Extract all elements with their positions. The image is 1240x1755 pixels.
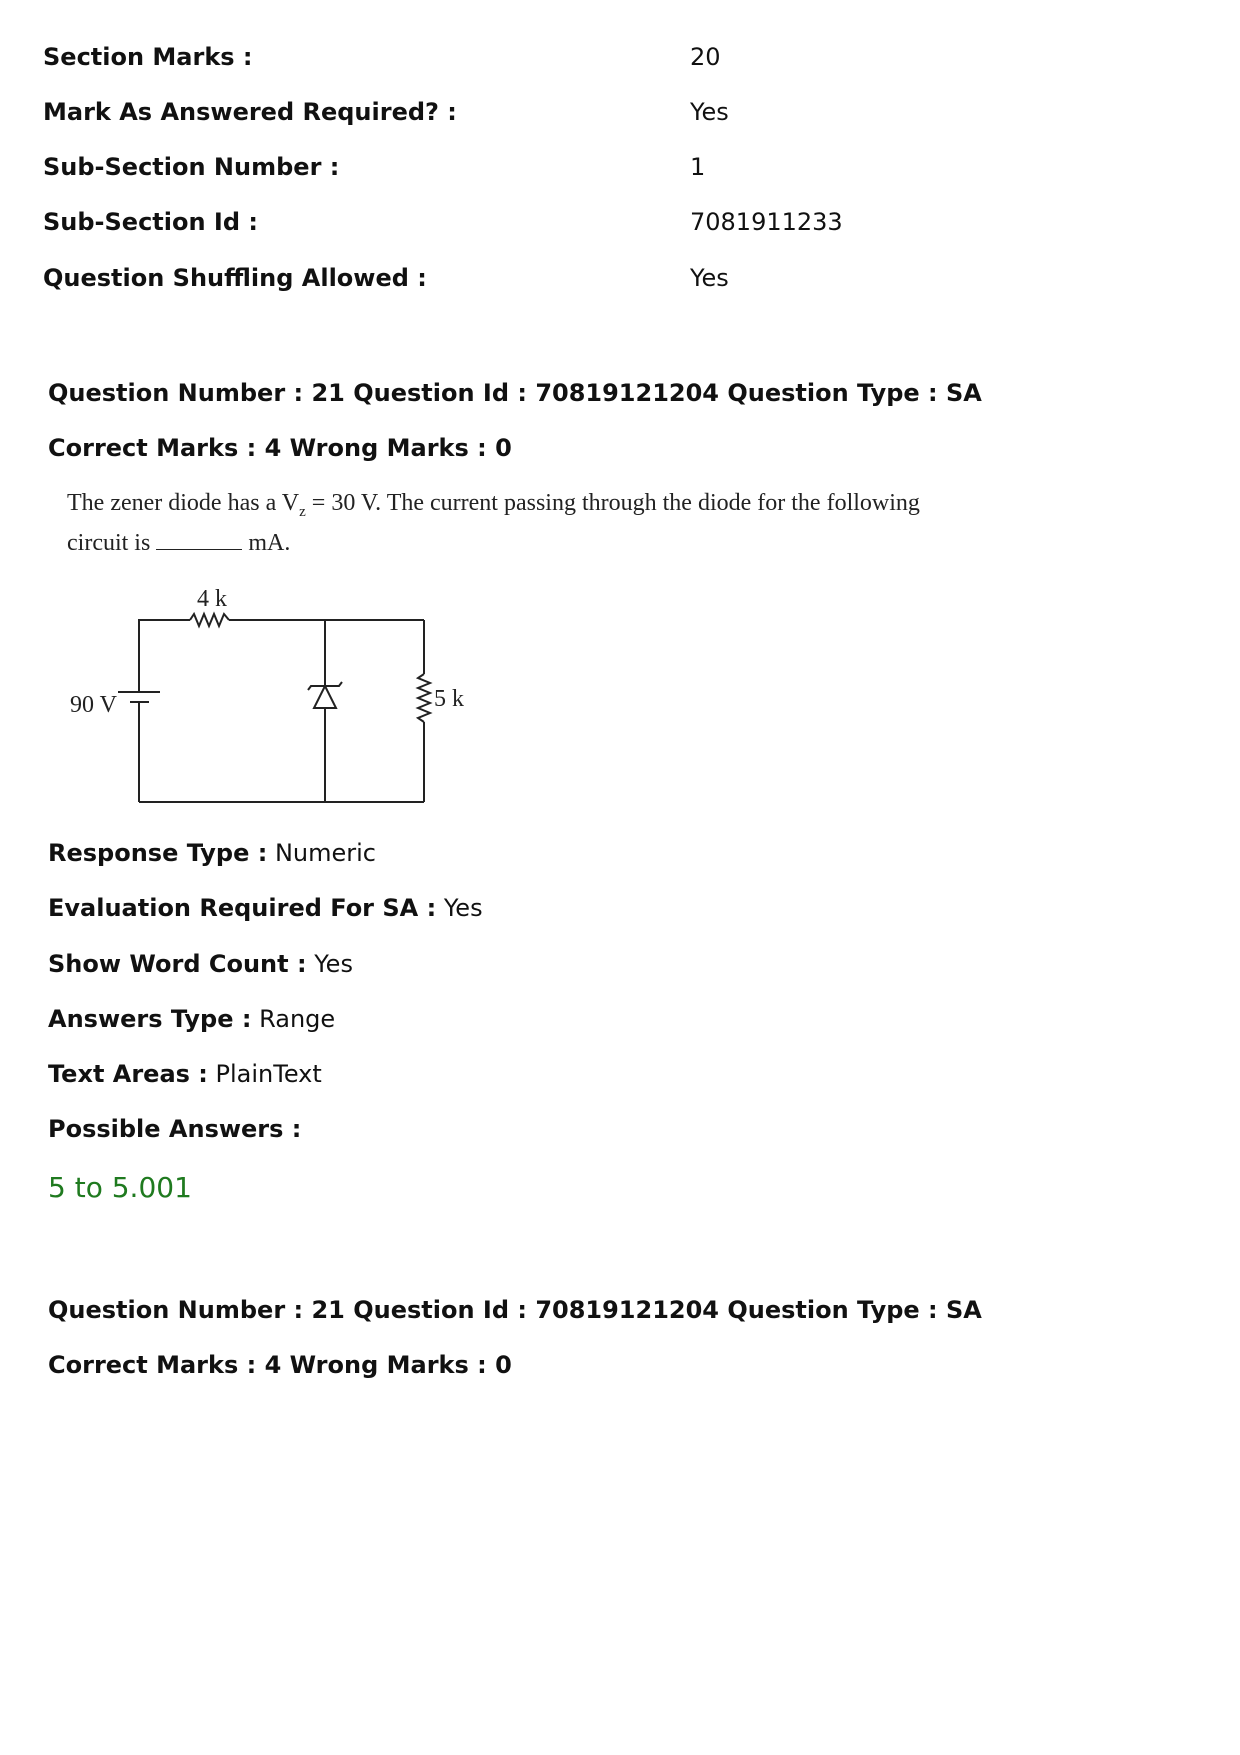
resistor-5k <box>418 674 430 722</box>
resistor-4k-label: 4 k <box>197 586 227 612</box>
question-header: Question Number : 21 Question Id : 70819121204 Question Type : SA <box>48 379 982 407</box>
response-type-key: Response Type : <box>48 839 268 867</box>
section-marks-label: Section Marks : <box>43 43 253 71</box>
sub-section-id-label: Sub-Section Id : <box>43 208 258 236</box>
question-2-marks: Correct Marks : 4 Wrong Marks : 0 <box>48 1351 512 1379</box>
evaluation-required-key: Evaluation Required For SA : <box>48 894 437 922</box>
answer-blank <box>156 531 242 550</box>
question-text-part2: = 30 V. The current passing through the diode for the following circuit is <box>67 490 920 556</box>
question-shuffling-value: Yes <box>690 264 729 292</box>
sub-section-number-row <box>43 147 1193 187</box>
sub-section-number-value: 1 <box>690 153 706 181</box>
answers-type-key: Answers Type : <box>48 1005 252 1033</box>
question-marks: Correct Marks : 4 Wrong Marks : 0 <box>48 434 512 462</box>
resistor-5k-label: 5 k <box>434 686 464 712</box>
zener-diode-icon <box>308 682 342 708</box>
answers-type-row <box>48 999 335 1039</box>
top-wire-left <box>139 620 190 622</box>
answers-type-value: Range <box>259 1005 336 1033</box>
evaluation-required-value: Yes <box>443 894 483 922</box>
question-shuffling-row <box>43 258 1193 298</box>
mark-as-answered-value: Yes <box>690 98 729 126</box>
possible-answers-row <box>48 1109 301 1149</box>
mark-as-answered-row <box>43 92 1193 132</box>
text-areas-key: Text Areas : <box>48 1060 208 1088</box>
possible-answers-key: Possible Answers : <box>48 1115 302 1143</box>
question-shuffling-label: Question Shuffling Allowed : <box>43 264 427 292</box>
text-areas-row <box>48 1054 322 1094</box>
question-text-part1: The zener diode has a V <box>67 490 300 516</box>
text-areas-value: PlainText <box>215 1060 322 1088</box>
question-text <box>67 488 967 559</box>
sub-section-id-row <box>43 202 1193 242</box>
response-type-value: Numeric <box>274 839 376 867</box>
resistor-4k <box>190 614 229 626</box>
show-word-count-key: Show Word Count : <box>48 950 307 978</box>
source-voltage-label: 90 V <box>70 692 117 718</box>
circuit-diagram <box>60 580 500 820</box>
show-word-count-row <box>48 944 353 984</box>
section-marks-value: 20 <box>690 43 721 71</box>
sub-section-number-label: Sub-Section Number : <box>43 153 340 181</box>
evaluation-required-row <box>48 888 483 928</box>
show-word-count-value: Yes <box>314 950 353 978</box>
section-marks-row <box>43 37 1193 77</box>
sub-section-id-value: 7081911233 <box>690 208 843 236</box>
question-2-header: Question Number : 21 Question Id : 70819121204 Question Type : SA <box>48 1296 982 1324</box>
question-text-part3: mA. <box>248 529 291 556</box>
question-text-subscript: z <box>299 503 306 520</box>
possible-answer-value: 5 to 5.001 <box>48 1171 192 1204</box>
response-type-row <box>48 833 376 873</box>
mark-as-answered-label: Mark As Answered Required? : <box>43 98 457 126</box>
